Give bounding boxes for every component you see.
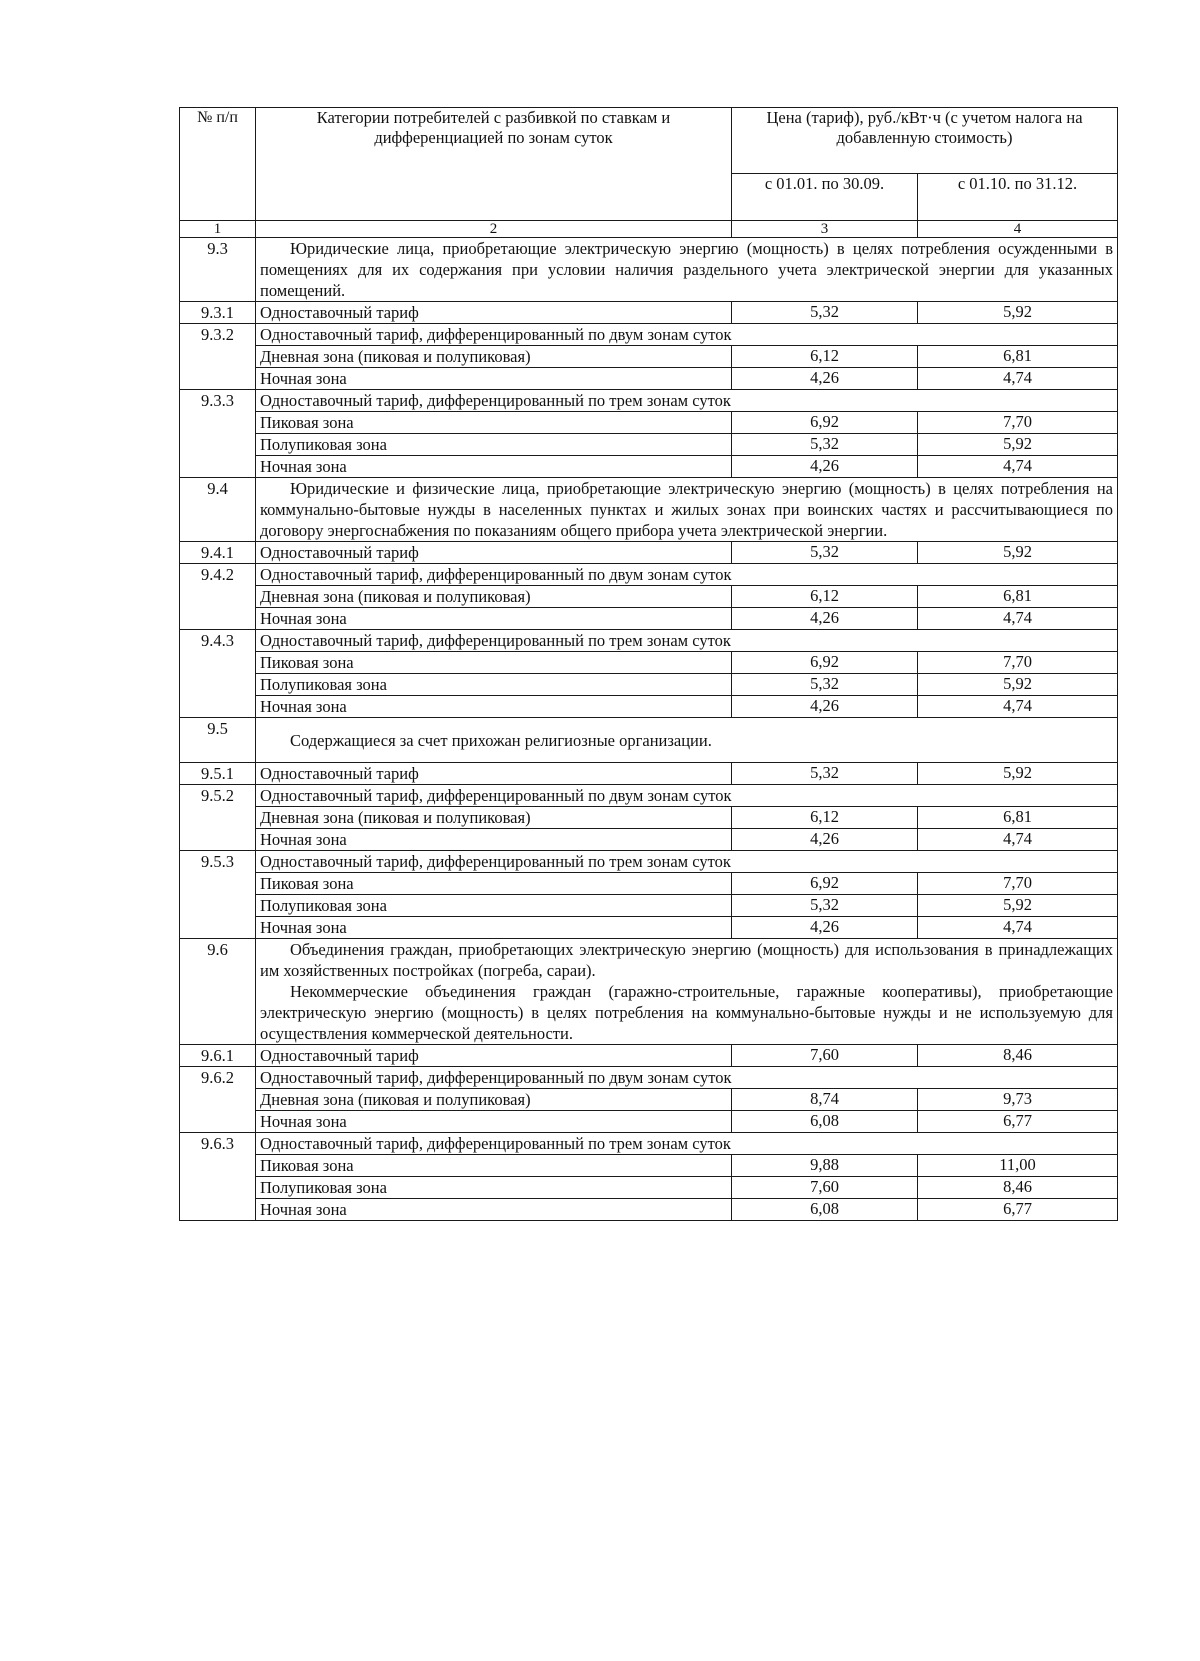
zone-row (180, 1111, 1118, 1133)
zone-group-label: Одноставочный тариф, дифференцированный по трем зонам суток (256, 1133, 1118, 1155)
item-number: 9.3.3 (180, 390, 256, 478)
zone-group-label: Одноставочный тариф, дифференцированный по трем зонам суток (256, 390, 1118, 412)
price-period-2: 5,92 (918, 895, 1118, 917)
price-period-1: 5,32 (732, 434, 918, 456)
zone-group-row (180, 630, 1118, 652)
price-period-1: 9,88 (732, 1155, 918, 1177)
zone-row (180, 456, 1118, 478)
zone-row (180, 586, 1118, 608)
item-number: 9.6.2 (180, 1067, 256, 1133)
price-period-1: 6,92 (732, 412, 918, 434)
item-number: 9.3.1 (180, 302, 256, 324)
column-number-2: 2 (256, 221, 732, 238)
section-paragraph: Объединения граждан, приобретающих электрическую энергию (мощность) для использования в принадлежащих им хозяйственных постройках (погреба, сараи). (260, 940, 1113, 980)
price-period-2: 4,74 (918, 608, 1118, 630)
price-period-2: 7,70 (918, 412, 1118, 434)
header-period-1: с 01.01. по 30.09. (732, 173, 918, 220)
zone-label: Дневная зона (пиковая и полупиковая) (256, 1089, 732, 1111)
zone-label: Дневная зона (пиковая и полупиковая) (256, 807, 732, 829)
zone-group-label: Одноставочный тариф, дифференцированный по трем зонам суток (256, 630, 1118, 652)
price-period-1: 4,26 (732, 456, 918, 478)
section-paragraph: Юридические и физические лица, приобретающие электрическую энергию (мощность) в целях потребления на коммунально-бытовые нужды в населенных пунктах и жилых зонах при воинских частях и рассчитывающиеся по договору энергоснабжения по показаниям общего прибора учета электрической энергии. (260, 479, 1113, 540)
tariff-row (180, 542, 1118, 564)
item-number: 9.5.2 (180, 785, 256, 851)
zone-label: Полупиковая зона (256, 434, 732, 456)
section-paragraph: Некоммерческие объединения граждан (гаражно-строительные, гаражные кооперативы), приобретающие электрическую энергию (мощность) в целях потребления на коммунально-бытовые нужды и не используемую для осуществления коммерческой деятельности. (260, 982, 1113, 1043)
price-period-2: 4,74 (918, 829, 1118, 851)
price-period-2: 6,81 (918, 807, 1118, 829)
zone-group-label: Одноставочный тариф, дифференцированный по двум зонам суток (256, 564, 1118, 586)
price-period-1: 4,26 (732, 829, 918, 851)
zone-group-row (180, 324, 1118, 346)
zone-label: Полупиковая зона (256, 674, 732, 696)
zone-row (180, 368, 1118, 390)
price-period-1: 5,32 (732, 542, 918, 564)
section-paragraph: Содержащиеся за счет прихожан религиозные организации. (290, 730, 712, 750)
price-period-2: 5,92 (918, 542, 1118, 564)
item-number: 9.4.3 (180, 630, 256, 718)
zone-row (180, 1177, 1118, 1199)
header-period-2: с 01.10. по 31.12. (918, 173, 1118, 220)
zone-group-row (180, 1133, 1118, 1155)
price-period-2: 6,81 (918, 586, 1118, 608)
zone-label: Ночная зона (256, 1111, 732, 1133)
document-page (179, 107, 1117, 1221)
zone-row (180, 829, 1118, 851)
price-period-2: 4,74 (918, 917, 1118, 939)
zone-row (180, 1199, 1118, 1221)
zone-label: Пиковая зона (256, 1155, 732, 1177)
header-price: Цена (тариф), руб./кВт·ч (с учетом налога на добавленную стоимость) (732, 108, 1118, 174)
price-period-1: 5,32 (732, 763, 918, 785)
price-period-1: 7,60 (732, 1045, 918, 1067)
column-number-3: 3 (732, 221, 918, 238)
price-period-2: 5,92 (918, 763, 1118, 785)
zone-label: Пиковая зона (256, 873, 732, 895)
zone-label: Пиковая зона (256, 412, 732, 434)
section-row (180, 238, 1118, 302)
column-numbers-row (180, 221, 1118, 238)
price-period-1: 4,26 (732, 696, 918, 718)
zone-label: Ночная зона (256, 368, 732, 390)
tariff-label: Одноставочный тариф (256, 542, 732, 564)
tariff-label: Одноставочный тариф (256, 302, 732, 324)
zone-group-row (180, 785, 1118, 807)
price-period-2: 7,70 (918, 873, 1118, 895)
zone-row (180, 807, 1118, 829)
item-number: 9.6.3 (180, 1133, 256, 1221)
price-period-2: 6,81 (918, 346, 1118, 368)
price-period-2: 7,70 (918, 652, 1118, 674)
item-number: 9.6.1 (180, 1045, 256, 1067)
price-period-1: 6,92 (732, 652, 918, 674)
zone-label: Полупиковая зона (256, 895, 732, 917)
section-number: 9.4 (180, 478, 256, 542)
zone-label: Ночная зона (256, 456, 732, 478)
price-period-2: 8,46 (918, 1045, 1118, 1067)
header-category: Категории потребителей с разбивкой по ставкам и дифференциацией по зонам суток (256, 108, 732, 221)
section-description (256, 718, 1118, 763)
zone-label: Ночная зона (256, 608, 732, 630)
section-row (180, 478, 1118, 542)
zone-row (180, 434, 1118, 456)
price-period-2: 9,73 (918, 1089, 1118, 1111)
section-description (256, 939, 1118, 1045)
zone-row (180, 412, 1118, 434)
zone-label: Ночная зона (256, 829, 732, 851)
tariff-label: Одноставочный тариф (256, 763, 732, 785)
price-period-2: 5,92 (918, 434, 1118, 456)
section-number: 9.6 (180, 939, 256, 1045)
zone-group-label: Одноставочный тариф, дифференцированный по двум зонам суток (256, 324, 1118, 346)
item-number: 9.5.1 (180, 763, 256, 785)
price-period-2: 5,92 (918, 302, 1118, 324)
price-period-1: 4,26 (732, 368, 918, 390)
zone-row (180, 917, 1118, 939)
zone-row (180, 608, 1118, 630)
tariff-label: Одноставочный тариф (256, 1045, 732, 1067)
zone-group-row (180, 564, 1118, 586)
zone-label: Дневная зона (пиковая и полупиковая) (256, 346, 732, 368)
price-period-2: 8,46 (918, 1177, 1118, 1199)
item-number: 9.4.2 (180, 564, 256, 630)
zone-row (180, 346, 1118, 368)
zone-group-label: Одноставочный тариф, дифференцированный по трем зонам суток (256, 851, 1118, 873)
zone-label: Пиковая зона (256, 652, 732, 674)
price-period-2: 6,77 (918, 1111, 1118, 1133)
zone-row (180, 674, 1118, 696)
price-period-1: 6,12 (732, 346, 918, 368)
price-period-1: 4,26 (732, 608, 918, 630)
zone-label: Ночная зона (256, 917, 732, 939)
price-period-2: 4,74 (918, 696, 1118, 718)
zone-row (180, 652, 1118, 674)
table-header-row (180, 108, 1118, 174)
zone-group-label: Одноставочный тариф, дифференцированный по двум зонам суток (256, 1067, 1118, 1089)
price-period-1: 6,92 (732, 873, 918, 895)
tariff-table (179, 107, 1118, 1221)
zone-group-row (180, 390, 1118, 412)
section-row (180, 718, 1118, 763)
price-period-1: 6,08 (732, 1111, 918, 1133)
zone-row (180, 873, 1118, 895)
tariff-row (180, 1045, 1118, 1067)
zone-label: Ночная зона (256, 696, 732, 718)
zone-group-row (180, 1067, 1118, 1089)
item-number: 9.4.1 (180, 542, 256, 564)
price-period-1: 8,74 (732, 1089, 918, 1111)
zone-group-row (180, 851, 1118, 873)
price-period-2: 4,74 (918, 368, 1118, 390)
zone-row (180, 895, 1118, 917)
tariff-row (180, 763, 1118, 785)
price-period-1: 5,32 (732, 674, 918, 696)
price-period-2: 5,92 (918, 674, 1118, 696)
column-number-1: 1 (180, 221, 256, 238)
price-period-1: 4,26 (732, 917, 918, 939)
price-period-1: 5,32 (732, 895, 918, 917)
item-number: 9.3.2 (180, 324, 256, 390)
price-period-1: 6,12 (732, 586, 918, 608)
section-description (256, 238, 1118, 302)
zone-label: Полупиковая зона (256, 1177, 732, 1199)
header-number: № п/п (180, 108, 256, 221)
zone-row (180, 1089, 1118, 1111)
section-paragraph: Юридические лица, приобретающие электрическую энергию (мощность) в целях потребления осужденными в помещениях для их содержания при условии наличия раздельного учета электрической энергии для указанных помещений. (260, 239, 1113, 300)
zone-label: Дневная зона (пиковая и полупиковая) (256, 586, 732, 608)
price-period-1: 7,60 (732, 1177, 918, 1199)
price-period-1: 6,12 (732, 807, 918, 829)
zone-label: Ночная зона (256, 1199, 732, 1221)
item-number: 9.5.3 (180, 851, 256, 939)
tariff-row (180, 302, 1118, 324)
section-description (256, 478, 1118, 542)
price-period-1: 6,08 (732, 1199, 918, 1221)
zone-group-label: Одноставочный тариф, дифференцированный по двум зонам суток (256, 785, 1118, 807)
price-period-2: 6,77 (918, 1199, 1118, 1221)
price-period-2: 4,74 (918, 456, 1118, 478)
price-period-1: 5,32 (732, 302, 918, 324)
section-number: 9.3 (180, 238, 256, 302)
section-row (180, 939, 1118, 1045)
price-period-2: 11,00 (918, 1155, 1118, 1177)
section-number: 9.5 (180, 718, 256, 763)
zone-row (180, 1155, 1118, 1177)
zone-row (180, 696, 1118, 718)
column-number-4: 4 (918, 221, 1118, 238)
